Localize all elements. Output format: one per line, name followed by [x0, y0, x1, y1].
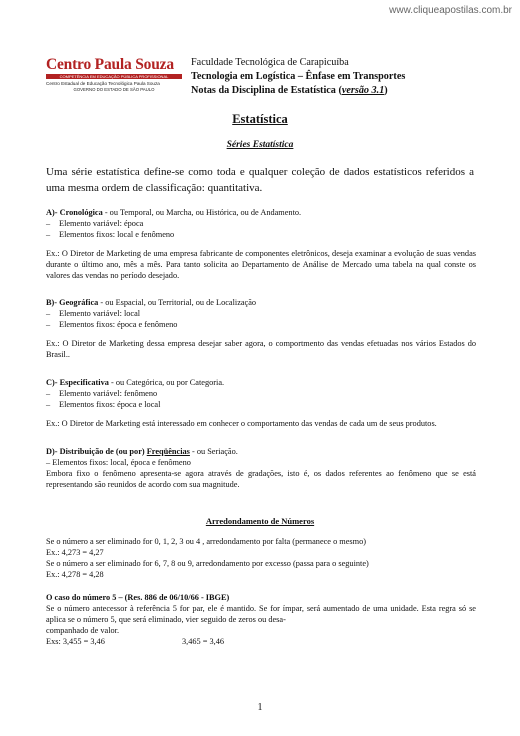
section-a-item-fixed: – Elementos fixos: local e fenômeno: [46, 230, 175, 239]
header-notes: [191, 84, 405, 98]
section-a-desc: - ou Temporal, ou Marcha, ou Histórica, ou de Andamento.: [102, 208, 302, 217]
section-c-item-fixed-text: Elementos fixos: época e local: [59, 400, 161, 409]
section-c: [46, 377, 476, 429]
intro-paragraph: Uma série estatística define-se como toda e qualquer coleção de dados estatísticos referidos a uma mesma ordem de classificação: quantitativa.: [46, 166, 474, 194]
watermark-url[interactable]: www.cliqueapostilas.com.br: [389, 5, 512, 16]
section-b-item-fixed-text: Elementos fixos: época e fenômeno: [59, 320, 178, 329]
section-b-example: Ex.: O Diretor de Marketing dessa empresa desejar saber agora, o comportmento das vendas efetuadas nos vários Estados do Brasil..: [46, 339, 476, 359]
section-c-heading: [46, 377, 476, 388]
section-c-item-variable-text: Elemento variável: fenômeno: [59, 389, 158, 398]
section-b-heading: [46, 297, 476, 308]
section-d-desc: - ou Seriação.: [189, 447, 238, 456]
page-subtitle: Séries Estatística: [226, 140, 294, 150]
rounding-heading: Arredondamento de Números: [205, 516, 315, 526]
header-course: Tecnologia em Logística – Ênfase em Transportes: [191, 71, 406, 82]
section-d-heading: [46, 446, 476, 457]
section-c-item-fixed: – Elementos fixos: época e local: [46, 400, 161, 409]
five-case-examples: [46, 636, 476, 647]
rounding-example-up: Ex.: 4,278 = 4,28: [46, 570, 104, 579]
logo-tagline: COMPETÊNCIA EM EDUCAÇÃO PÚBLICA PROFISSIONAL: [46, 74, 182, 79]
five-case-example-a: Exs: 3,455 = 3,46: [46, 637, 105, 646]
section-a-item-fixed-text: Elementos fixos: local e fenômeno: [59, 230, 175, 239]
logo-government: GOVERNO DO ESTADO DE SÃO PAULO: [73, 87, 155, 92]
section-a: [46, 207, 476, 281]
section-b-label: B)- Geográfica: [46, 298, 99, 307]
section-b-item-variable-text: Elemento variável: local: [59, 309, 141, 318]
section-d-label-pre: D)- Distribuição de (ou por): [46, 447, 147, 456]
five-case-example-b: 3,465 = 3,46: [182, 637, 225, 646]
section-c-item-variable: – Elemento variável: fenômeno: [46, 389, 158, 398]
section-d: [46, 446, 476, 490]
rounding-example-down: Ex.: 4,273 = 4,27: [46, 548, 104, 557]
section-d-text: Embora fixo o fenômeno apresenta-se agora através de gradações, isto é, os dados referentes ao fenômeno que se está representando são reunidos de acordo com sua magnitude.: [46, 469, 476, 489]
section-c-example: Ex.: O Diretor de Marketing está interessado em conhecer o comportamento das vendas de cada um de seus produtos.: [46, 419, 437, 428]
rounding-rules: [46, 536, 476, 580]
section-a-item-variable: – Elemento variável: época: [46, 219, 144, 228]
section-a-example: Ex.: O Diretor de Marketing de uma empresa fabricante de componentes eletrônicos, deseja examinar a evolução de suas vendas durante o último ano, mês a mês. Para tanto solicita ao Departamento de Análise de Mercado uma tabela na qual conste os valores das vendas no período desejado.: [46, 249, 476, 280]
page-title: Estatística: [232, 112, 288, 126]
five-case-title: O caso do número 5 – (Res. 886 de 06/10/66 - IBGE): [46, 593, 230, 602]
rounding-five-case: [46, 592, 476, 647]
section-d-label: [46, 447, 190, 456]
section-a-item-variable-text: Elemento variável: época: [59, 219, 144, 228]
section-a-heading: [46, 207, 476, 218]
document-header: [191, 56, 405, 98]
section-d-label-frequencias: Freqüências: [146, 447, 190, 456]
section-a-label: A)- Cronológica: [46, 208, 103, 217]
logo-name: Centro Paula Souza: [46, 56, 174, 73]
header-notes-post: ): [384, 85, 388, 96]
section-b-item-fixed: – Elementos fixos: época e fenômeno: [46, 320, 178, 329]
header-version: versão 3.1: [341, 85, 385, 96]
section-b-desc: - ou Espacial, ou Territorial, ou de Localização: [98, 298, 257, 307]
section-c-label: C)- Especificativa: [46, 378, 109, 387]
header-faculty: Faculdade Tecnológica de Carapicuíba: [191, 57, 349, 68]
rounding-rule-down: Se o número a ser eliminado for 0, 1, 2, 3 ou 4 , arredondamento por falta (permanece o mesmo): [46, 537, 367, 546]
page-number: 1: [257, 702, 263, 713]
section-c-desc: - ou Categórica, ou por Categoria.: [108, 378, 225, 387]
section-d-item-fixed: – Elementos fixos: local, época e fenômeno: [46, 458, 191, 467]
section-b-item-variable: – Elemento variável: local: [46, 309, 141, 318]
five-case-text: Se o número antecessor à referência 5 for par, ele é mantido. Se for ímpar, será aumentado de uma unidade. Esta regra só se aplica se o número 5, que será eliminado, vier seguido de zeros ou desa-: [46, 604, 476, 624]
rounding-rule-up: Se o número a ser eliminado for 6, 7, 8 ou 9, arredondamento por excesso (passa para o seguinte): [46, 559, 369, 568]
institution-logo: [46, 57, 182, 92]
logo-subline: Centro Estadual de Educação Tecnológica Paula Souza: [46, 81, 160, 86]
section-b: [46, 297, 476, 360]
header-notes-pre: Notas da Disciplina de Estatística (: [191, 85, 342, 96]
five-case-text-cont: companhado de valor.: [46, 626, 120, 635]
